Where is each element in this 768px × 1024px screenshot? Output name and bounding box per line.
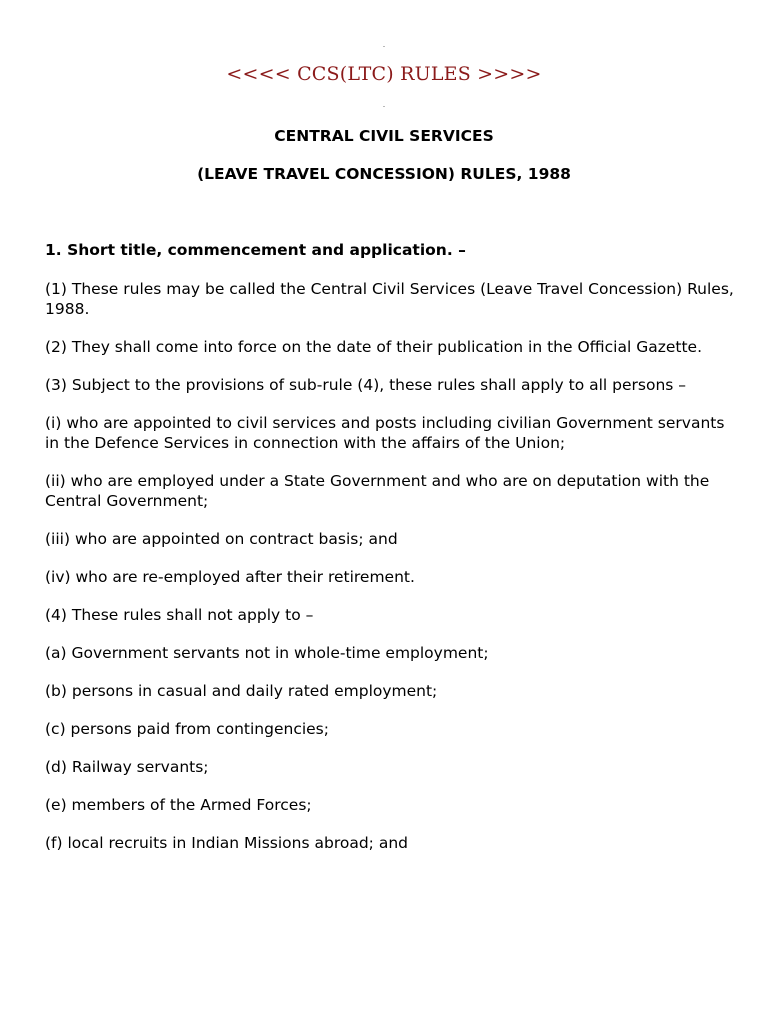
heading-line-1: CENTRAL CIVIL SERVICES [274, 127, 494, 145]
heading-line-2: (LEAVE TRAVEL CONCESSION) RULES, 1988 [197, 165, 571, 183]
document-title: <<<< CCS(LTC) RULES >>>> [226, 63, 542, 85]
section-number: 1 [45, 241, 56, 259]
paragraph: (a) Government servants not in whole-time employment; [45, 644, 489, 662]
paragraph: (2) They shall come into force on the date of their publication in the Official Gazette. [45, 338, 702, 356]
separator-dot [383, 46, 385, 47]
paragraph: (4) These rules shall not apply to – [45, 606, 314, 624]
document-body [45, 240, 735, 871]
paragraph: (i) who are appointed to civil services and posts including civilian Government servants in the Defence Services in connection with the affairs of the Union; [45, 414, 725, 452]
section-heading [45, 240, 735, 260]
separator-dot [383, 106, 385, 107]
paragraph: (3) Subject to the provisions of sub-rule (4), these rules shall apply to all persons – [45, 376, 687, 394]
paragraph: (e) members of the Armed Forces; [45, 796, 312, 814]
paragraph: (c) persons paid from contingencies; [45, 720, 329, 738]
paragraph: (iv) who are re-employed after their retirement. [45, 568, 415, 586]
section-title-text: . Short title, commencement and application. – [55, 241, 466, 259]
paragraph: (b) persons in casual and daily rated employment; [45, 682, 438, 700]
paragraph: (f) local recruits in Indian Missions abroad; and [45, 834, 408, 852]
paragraph: (iii) who are appointed on contract basis; and [45, 530, 398, 548]
paragraph: (d) Railway servants; [45, 758, 209, 776]
paragraph: (ii) who are employed under a State Government and who are on deputation with the Central Government; [45, 472, 710, 510]
paragraph: (1) These rules may be called the Central Civil Services (Leave Travel Concession) Rules, 1988. [45, 280, 734, 318]
